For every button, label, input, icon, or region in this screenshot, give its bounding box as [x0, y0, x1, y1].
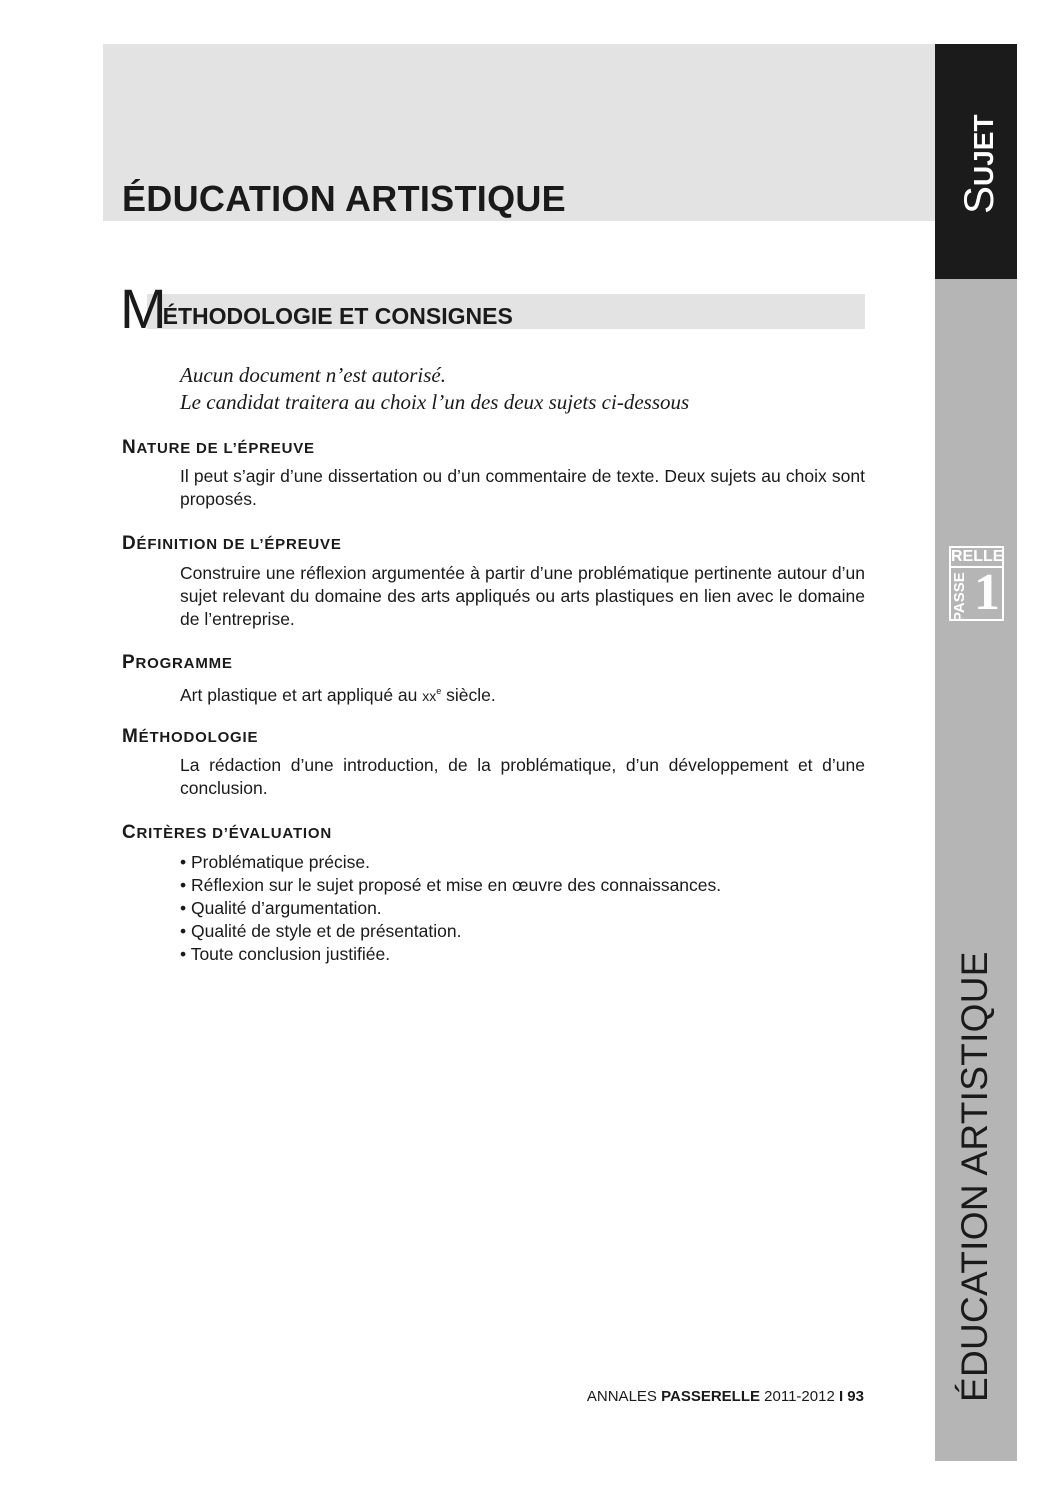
list-item: • Qualité de style et de présentation.	[180, 920, 865, 943]
section-heading-programme: PROGRAMME	[122, 652, 233, 673]
section-heading-criteres: CRITÈRES D’ÉVALUATION	[122, 822, 332, 843]
list-item: • Réflexion sur le sujet proposé et mise en œuvre des connaissances.	[180, 874, 865, 897]
logo-number: 1	[974, 564, 1000, 621]
intro-note	[180, 362, 689, 416]
intro-line: Aucun document n’est autorisé.	[180, 363, 446, 387]
method-title: MÉTHODOLOGIE ET CONSIGNES	[120, 277, 513, 340]
side-tab-label: SUJET	[955, 114, 1002, 214]
logo-relle-text: RELLE	[951, 548, 1002, 568]
section-heading-methodologie: MÉTHODOLOGIE	[122, 726, 259, 747]
section-body-nature: Il peut s’agir d’une dissertation ou d’un commentaire de texte. Deux sujets au choix sont proposés.	[180, 466, 865, 509]
intro-line: Le candidat traitera au choix l’un des deux sujets ci-dessous	[180, 390, 690, 414]
list-item: • Qualité d’argumentation.	[180, 897, 865, 920]
section-body-definition: Construire une réflexion argumentée à partir d’une problématique pertinente autour d’un sujet relevant du domaine des arts appliqués ou arts plastiques en lien avec le domaine de l’entreprise.	[180, 563, 865, 629]
passerelle-logo	[949, 546, 1004, 621]
section-heading-definition: DÉFINITION DE L’ÉPREUVE	[122, 533, 342, 554]
list-item: • Toute conclusion justifiée.	[180, 943, 865, 966]
section-heading-nature: NATURE DE L’ÉPREUVE	[122, 437, 315, 458]
page-title: ÉDUCATION ARTISTIQUE	[122, 178, 566, 219]
side-subject-label: ÉDUCATION ARTISTIQUE	[954, 951, 995, 1402]
page-footer: ANNALES PASSERELLE 2011-2012 I 93	[586, 1388, 864, 1405]
section-body-methodologie: La rédaction d’une introduction, de la problématique, d’un développement et d’une conclusion.	[180, 755, 865, 798]
list-item: • Problématique précise.	[180, 851, 865, 874]
section-body-programme: Art plastique et art appliqué au $xx^e$ siècle.	[180, 684, 496, 705]
logo-passe-text: PASSE	[951, 572, 968, 622]
criteria-list	[180, 851, 865, 966]
